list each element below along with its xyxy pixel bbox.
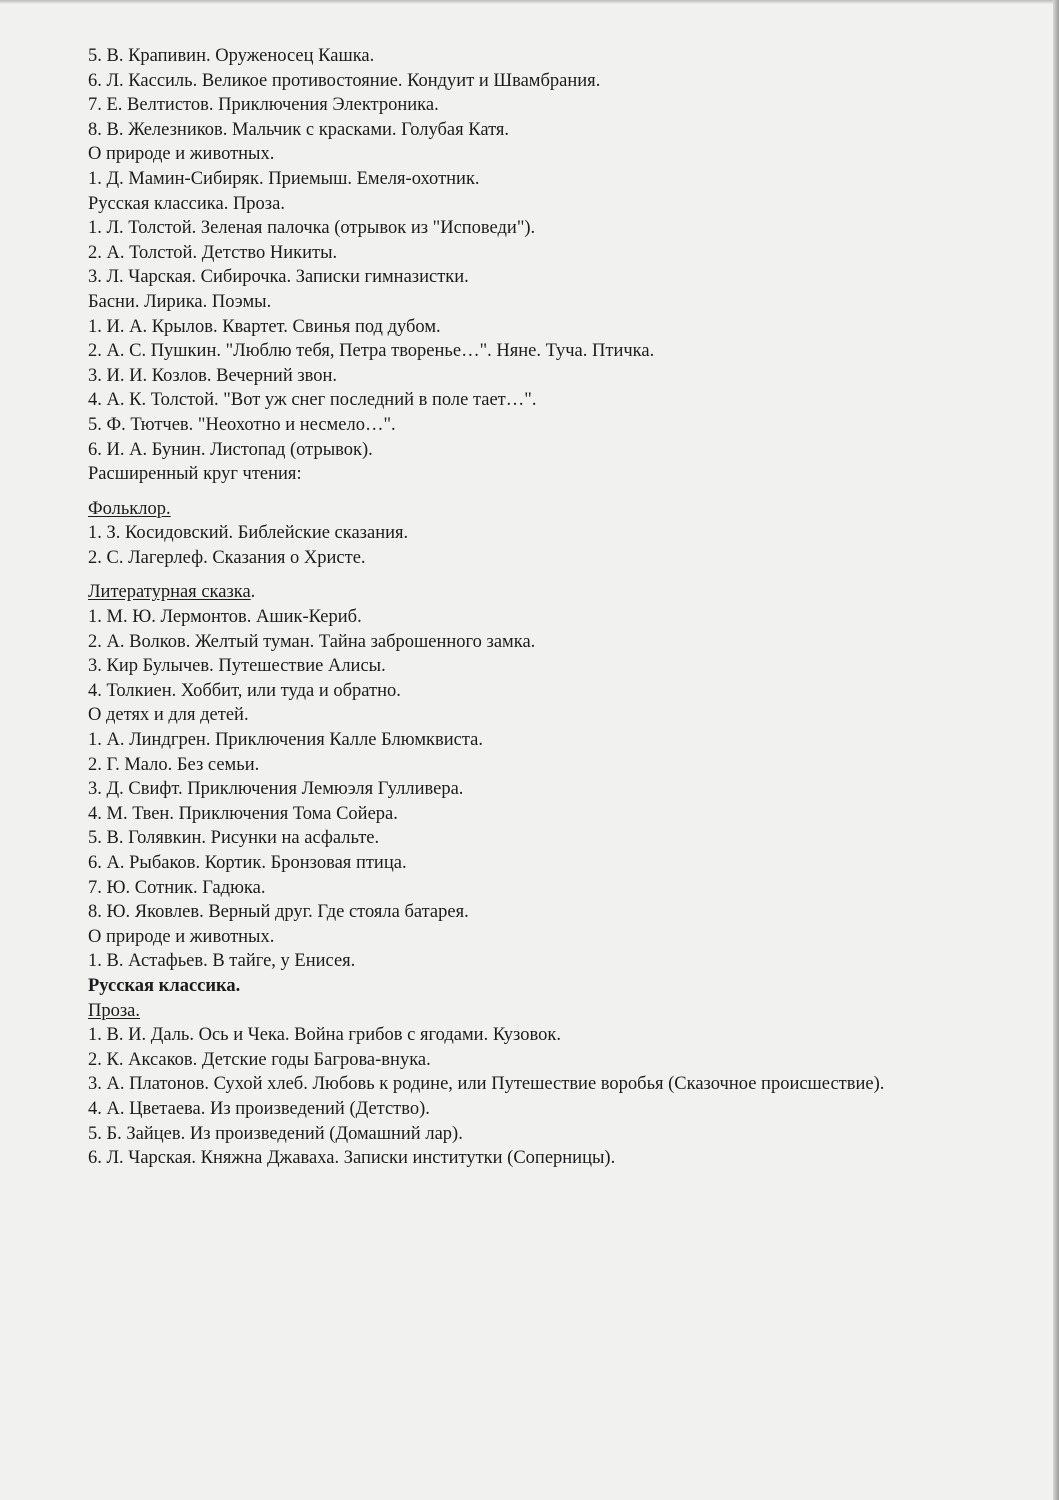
list-item: 1. В. И. Даль. Ось и Чека. Война грибов с ягодами. Кузовок.: [88, 1025, 561, 1046]
list-item: 1. А. Линдгрен. Приключения Калле Блюмквиста.: [88, 730, 484, 751]
list-item: 1. Л. Толстой. Зеленая палочка (отрывок из "Исповеди").: [88, 218, 536, 239]
list-item: 4. А. К. Толстой. "Вот уж снег последний в поле тает…".: [88, 390, 537, 411]
list-item: 4. Толкиен. Хоббит, или туда и обратно.: [88, 680, 401, 701]
list-item: 1. И. А. Крылов. Квартет. Свинья под дубом.: [88, 316, 441, 337]
list-item: 1. З. Косидовский. Библейские сказания.: [88, 523, 409, 544]
list-item: 7. Ю. Сотник. Гадюка.: [88, 877, 266, 898]
section-heading: О природе и животных.: [88, 926, 275, 947]
scan-edge-right: [1053, 0, 1059, 1500]
list-item: 6. И. А. Бунин. Листопад (отрывок).: [88, 439, 373, 460]
section-heading: [88, 999, 988, 1024]
underlined-heading: Фольклор.: [88, 498, 171, 519]
section-heading: О природе и животных.: [88, 144, 275, 165]
list-item: 3. А. Платонов. Сухой хлеб. Любовь к родине, или Путешествие воробья (Сказочное происшествие).: [88, 1074, 885, 1095]
heading-period: .: [250, 582, 256, 603]
list-item: 6. А. Рыбаков. Кортик. Бронзовая птица.: [88, 853, 407, 873]
list-item: 5. В. Голявкин. Рисунки на асфальте.: [88, 828, 380, 849]
list-item: 1. Д. Мамин-Сибиряк. Приемыш. Емеля-охотник.: [88, 168, 480, 189]
spacer: [88, 570, 988, 580]
list-item: 4. М. Твен. Приключения Тома Сойера.: [88, 803, 398, 824]
bold-section-heading: Русская классика.: [88, 975, 241, 996]
section-heading: Русская классика. Проза.: [88, 193, 285, 214]
section-heading: [88, 580, 988, 605]
list-item: 5. Б. Зайцев. Из произведений (Домашний лар).: [88, 1123, 463, 1144]
list-item: 2. С. Лагерлеф. Сказания о Христе.: [88, 547, 366, 568]
section-heading: Басни. Лирика. Поэмы.: [88, 291, 272, 312]
list-item: 2. А. Толстой. Детство Никиты.: [88, 242, 338, 263]
list-item: 1. В. Астафьев. В тайге, у Енисея.: [88, 951, 356, 972]
underlined-heading: Литературная сказка: [88, 582, 251, 603]
list-item: 3. Д. Свифт. Приключения Лемюэля Гулливера.: [88, 779, 464, 800]
list-item: 7. Е. Велтистов. Приключения Электроника.: [88, 95, 439, 116]
list-item: 2. Г. Мало. Без семьи.: [88, 754, 260, 775]
list-item: 1. М. Ю. Лермонтов. Ашик-Кериб.: [88, 607, 362, 628]
list-item: 2. К. Аксаков. Детские годы Багрова-внука.: [88, 1049, 431, 1070]
list-item: 6. Л. Чарская. Княжна Джаваха. Записки институтки (Соперницы).: [88, 1148, 616, 1169]
underlined-heading: Проза.: [88, 1000, 141, 1021]
list-item: 2. А. С. Пушкин. "Люблю тебя, Петра творенье…". Няне. Туча. Птичка.: [88, 341, 655, 362]
scan-edge-top: [0, 0, 1059, 4]
section-heading: [88, 497, 988, 522]
list-item: 6. Л. Кассиль. Великое противостояние. Кондуит и Швамбрания.: [88, 70, 601, 91]
list-item: 3. Л. Чарская. Сибирочка. Записки гимназистки.: [88, 267, 469, 288]
section-heading: Расширенный круг чтения:: [88, 464, 302, 485]
list-item: 8. Ю. Яковлев. Верный друг. Где стояла батарея.: [88, 902, 469, 923]
list-item: 2. А. Волков. Желтый туман. Тайна заброшенного замка.: [88, 631, 536, 652]
list-item: 3. Кир Булычев. Путешествие Алисы.: [88, 656, 386, 677]
list-item: 5. В. Крапивин. Оруженосец Кашка.: [88, 46, 375, 66]
list-item: 5. Ф. Тютчев. "Неохотно и несмело…".: [88, 414, 396, 435]
list-item: 4. А. Цветаева. Из произведений (Детство).: [88, 1098, 430, 1119]
section-heading: О детях и для детей.: [88, 705, 249, 726]
spacer: [88, 487, 988, 497]
reading-list: [88, 44, 988, 1171]
list-item: 8. В. Железников. Мальчик с красками. Голубая Катя.: [88, 119, 510, 140]
list-item: 3. И. И. Козлов. Вечерний звон.: [88, 365, 338, 386]
